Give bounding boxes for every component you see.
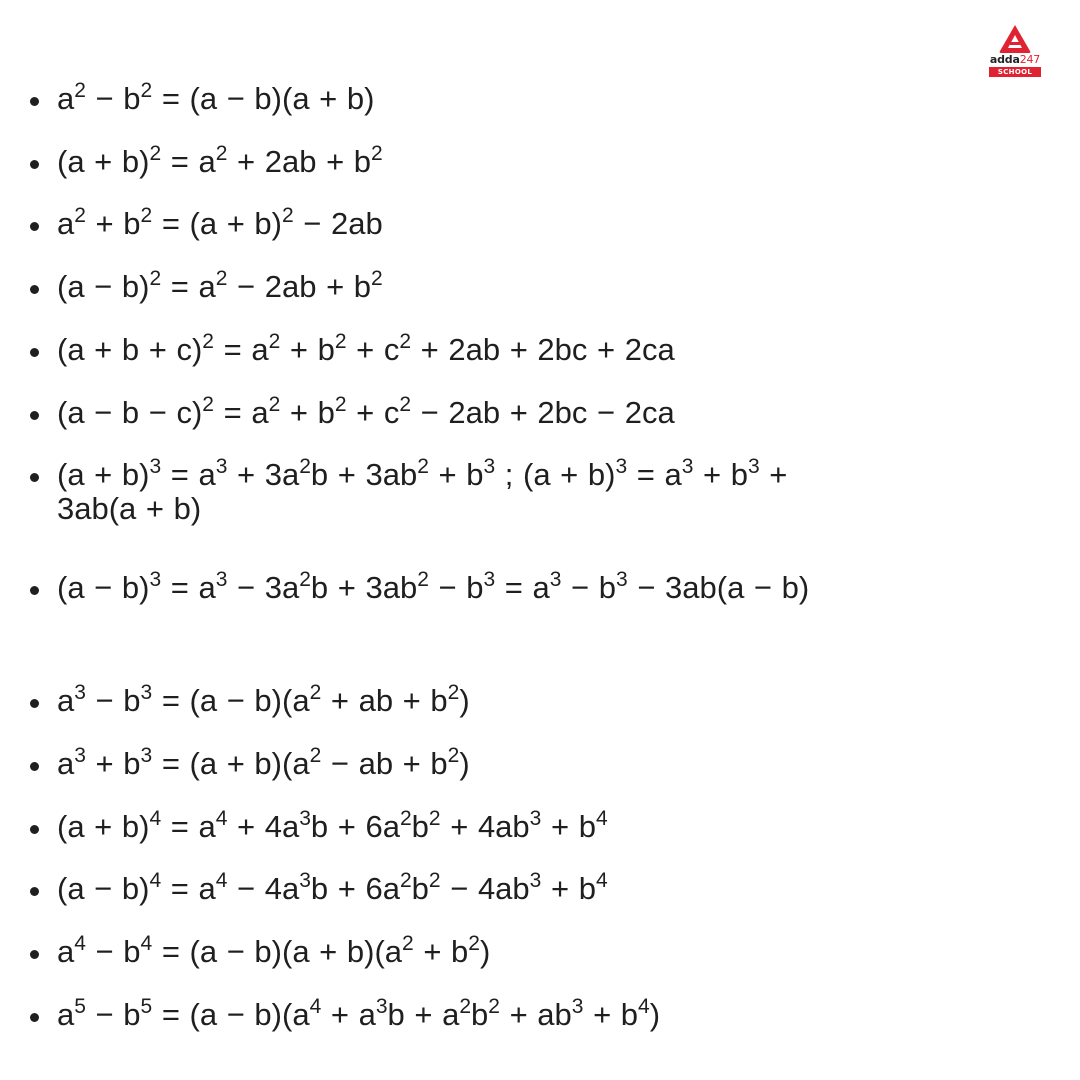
- formula-item: [57, 995, 877, 1032]
- formula-text: + b: [428, 457, 484, 492]
- exponent: 2: [428, 869, 441, 892]
- formula-text: ): [459, 746, 470, 781]
- exponent: 5: [74, 995, 86, 1018]
- exponent: 2: [140, 204, 153, 227]
- exponent: 3: [74, 681, 86, 704]
- formula-text: − b: [561, 570, 617, 605]
- formula-text: b: [411, 809, 429, 844]
- exponent: 2: [299, 568, 311, 591]
- exponent: 2: [309, 681, 322, 704]
- formula-text: − b: [85, 683, 141, 718]
- formula-item: [57, 330, 877, 367]
- exponent: 3: [140, 744, 153, 767]
- exponent: 3: [149, 455, 162, 478]
- formula-text: (a − b): [57, 269, 150, 304]
- exponent: 2: [371, 267, 383, 290]
- formula-text: a: [57, 81, 75, 116]
- formula-item: [57, 744, 877, 781]
- exponent: 3: [74, 744, 86, 767]
- exponent: 2: [149, 267, 162, 290]
- formula-text: = (a − b)(a: [152, 997, 310, 1032]
- formula-item: [57, 869, 877, 906]
- exponent: 2: [417, 568, 429, 591]
- exponent: 3: [549, 568, 562, 591]
- formula-text: a: [57, 934, 75, 969]
- exponent: 3: [616, 568, 628, 591]
- exponent: 2: [402, 932, 414, 955]
- formula-text: b + a: [387, 997, 460, 1032]
- exponent: 4: [638, 995, 650, 1018]
- exponent: 3: [748, 455, 760, 478]
- exponent: 2: [459, 995, 472, 1018]
- exponent: 2: [334, 330, 347, 353]
- exponent: 2: [202, 393, 214, 416]
- exponent: 3: [375, 995, 388, 1018]
- formula-text: + 4a: [227, 809, 300, 844]
- formula-text: b: [471, 997, 489, 1032]
- formula-text: + ab: [499, 997, 572, 1032]
- formula-item: [57, 932, 877, 969]
- formula-item: [57, 142, 877, 179]
- logo-school-tag: SCHOOL: [989, 67, 1041, 77]
- formula-text: ): [649, 997, 661, 1032]
- exponent: 2: [149, 142, 162, 165]
- formula-text: (a + b): [57, 144, 150, 179]
- logo-number: 247: [1019, 53, 1041, 66]
- exponent: 4: [595, 807, 608, 830]
- formula-text: + b: [693, 457, 748, 492]
- exponent: 4: [309, 995, 322, 1018]
- formula-text: + b: [413, 934, 469, 969]
- exponent: 2: [468, 932, 480, 955]
- formula-text: b + 6a: [310, 809, 400, 844]
- exponent: 4: [595, 869, 608, 892]
- exponent: 4: [215, 869, 228, 892]
- formula-text: a: [57, 206, 75, 241]
- formula-item: [57, 681, 877, 718]
- formula-text: − 3a: [227, 570, 300, 605]
- formula-text: + b: [541, 871, 596, 906]
- exponent: 2: [399, 869, 412, 892]
- formula-text: a: [57, 683, 75, 718]
- logo-a-mark-icon: [998, 24, 1032, 54]
- exponent: 3: [483, 568, 496, 591]
- formula-text: = a: [161, 871, 216, 906]
- formula-text: + a: [321, 997, 376, 1032]
- exponent: 3: [529, 807, 542, 830]
- formula-item: [57, 393, 877, 430]
- formula-item: [57, 204, 877, 241]
- exponent: 2: [309, 744, 322, 767]
- exponent: 3: [483, 455, 496, 478]
- exponent: 3: [299, 869, 311, 892]
- exponent: 2: [447, 681, 460, 704]
- exponent: 2: [74, 204, 86, 227]
- formula-text: + b: [85, 206, 141, 241]
- formula-text: + b: [280, 332, 335, 367]
- formula-text: − 2ab + 2bc − 2ca: [411, 395, 675, 430]
- exponent: 2: [399, 807, 412, 830]
- exponent: 2: [202, 330, 214, 353]
- formula-text: b + 3ab: [310, 457, 418, 492]
- exponent: 2: [447, 744, 460, 767]
- exponent: 3: [571, 995, 584, 1018]
- formula-text: + 4ab: [440, 809, 530, 844]
- exponent: 2: [371, 142, 383, 165]
- exponent: 2: [417, 455, 429, 478]
- formula-text: ): [479, 934, 491, 969]
- formula-text: − 3ab(a − b): [627, 570, 810, 605]
- exponent: 2: [215, 142, 228, 165]
- formula-text: + c: [346, 332, 400, 367]
- formula-text: = (a − b)(a: [152, 683, 310, 718]
- formula-text: + b: [85, 746, 141, 781]
- exponent: 2: [282, 204, 294, 227]
- formula-item: [57, 267, 877, 304]
- exponent: 2: [215, 267, 228, 290]
- exponent: 3: [140, 681, 153, 704]
- formula-text: = a: [495, 570, 550, 605]
- formula-text: = a: [213, 332, 269, 367]
- formula-item: [57, 79, 877, 116]
- exponent: 4: [149, 807, 162, 830]
- formula-text: = a: [627, 457, 682, 492]
- exponent: 3: [681, 455, 694, 478]
- exponent: 2: [428, 807, 441, 830]
- formula-text: + 2ab + b: [227, 144, 372, 179]
- formula-text: b: [411, 871, 429, 906]
- formula-text: + b: [280, 395, 335, 430]
- formula-text: = a: [161, 809, 216, 844]
- formula-text: ; (a + b): [495, 457, 616, 492]
- formula-text: (a + b): [57, 809, 150, 844]
- exponent: 3: [215, 455, 228, 478]
- formula-text: = (a + b): [152, 206, 282, 241]
- formula-text: − 2ab + b: [227, 269, 372, 304]
- formula-text: a: [57, 997, 75, 1032]
- exponent: 3: [615, 455, 628, 478]
- formula-text: (a + b + c): [57, 332, 203, 367]
- formula-text: − b: [85, 934, 141, 969]
- exponent: 3: [215, 568, 228, 591]
- exponent: 4: [140, 932, 153, 955]
- formula-text: − ab + b: [321, 746, 448, 781]
- formula-text: − 4a: [227, 871, 300, 906]
- formula-text: + 2ab + 2bc + 2ca: [411, 332, 675, 367]
- exponent: 2: [299, 455, 311, 478]
- formula-text: = (a + b)(a: [152, 746, 310, 781]
- formula-text: a: [57, 746, 75, 781]
- exponent: 2: [334, 393, 347, 416]
- logo-word: adda: [989, 53, 1020, 66]
- formula-text: − b: [85, 997, 141, 1032]
- exponent: 2: [268, 330, 281, 353]
- formula-text: − b: [85, 81, 141, 116]
- formula-text: − 4ab: [440, 871, 530, 906]
- formula-text: + c: [346, 395, 400, 430]
- exponent: 4: [215, 807, 228, 830]
- formula-text: (a − b): [57, 871, 150, 906]
- formula-text: + b: [583, 997, 639, 1032]
- formula-text: (a + b): [57, 457, 150, 492]
- formula-text: (a − b − c): [57, 395, 203, 430]
- formula-item: [57, 568, 837, 605]
- exponent: 3: [299, 807, 311, 830]
- exponent: 2: [140, 79, 153, 102]
- formula-text: (a − b): [57, 570, 150, 605]
- formula-text: − 2ab: [293, 206, 383, 241]
- formula-text: = a: [161, 269, 216, 304]
- formula-text: b + 3ab: [310, 570, 418, 605]
- exponent: 2: [399, 393, 412, 416]
- formula-text: = a: [161, 570, 216, 605]
- exponent: 2: [399, 330, 412, 353]
- formula-text: = (a − b)(a + b)(a: [152, 934, 403, 969]
- formula-item: [57, 807, 877, 844]
- formula-text: + b: [541, 809, 596, 844]
- exponent: 5: [140, 995, 153, 1018]
- formula-text: − b: [428, 570, 484, 605]
- formula-item: [57, 455, 857, 526]
- formula-text: = a: [161, 144, 216, 179]
- exponent: 4: [149, 869, 162, 892]
- exponent: 2: [488, 995, 500, 1018]
- formula-text: = a: [213, 395, 269, 430]
- formula-text: = (a − b)(a + b): [152, 81, 375, 116]
- logo-wordmark: [986, 54, 1044, 66]
- exponent: 3: [149, 568, 162, 591]
- exponent: 4: [74, 932, 86, 955]
- formula-text: ): [459, 683, 470, 718]
- exponent: 2: [74, 79, 86, 102]
- formula-text: + 3a: [227, 457, 300, 492]
- formula-text: + 3ab(a + b): [57, 457, 798, 526]
- formula-text: = a: [161, 457, 216, 492]
- exponent: 3: [529, 869, 542, 892]
- exponent: 2: [268, 393, 281, 416]
- formula-text: b + 6a: [310, 871, 400, 906]
- adda247-school-logo: [986, 24, 1044, 86]
- formula-text: + ab + b: [321, 683, 448, 718]
